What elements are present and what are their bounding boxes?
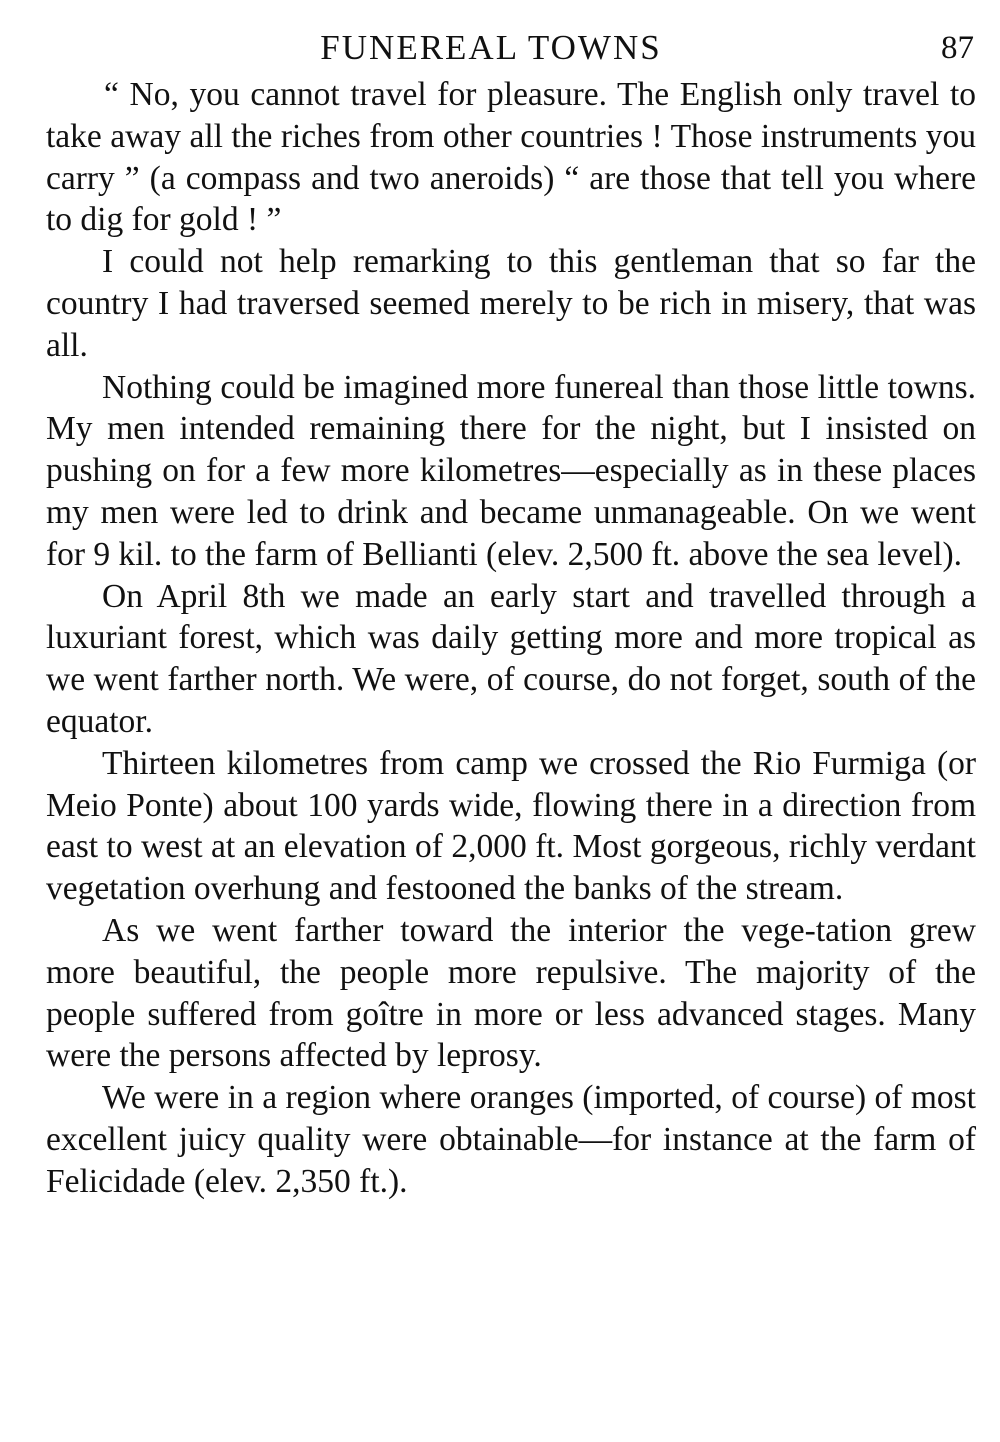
body-text: [46, 74, 976, 1203]
paragraph-remark: I could not help remarking to this gentleman that so far the country I had traversed seemed merely to be rich in misery, that was all.: [46, 243, 976, 364]
running-head: [46, 22, 976, 74]
page-number: 87: [941, 30, 974, 66]
paragraph-oranges: We were in a region where oranges (imported, of course) of most excellent juicy quality were obtainable—for instance at the farm of Felicidade (elev. 2,350 ft.).: [46, 1079, 976, 1200]
paragraph-quote: “ No, you cannot travel for pleasure. The English only travel to take away all the riches from other countries ! Those instruments you carry ” (a compass and two aneroids) “ are those that tell you where to dig for gold ! ”: [46, 76, 976, 239]
paragraph-april-8th: On April 8th we made an early start and travelled through a luxuriant forest, which was daily getting more and more tropical as we went farther north. We were, of course, do not forget, south of the equator.: [46, 577, 976, 740]
paragraph-vegetation: As we went farther toward the interior the vege-tation grew more beautiful, the people more repulsive. The majority of the people suffered from goître in more or less advanced stages. Many were the persons affected by leprosy.: [46, 911, 976, 1075]
paragraph-rio-furmiga: Thirteen kilometres from camp we crossed the Rio Furmiga (or Meio Ponte) about 100 yards wide, flowing there in a direction from east to west at an elevation of 2,000 ft. Most gorgeous, richly verdant vegetation overhung and festooned the banks of the stream.: [46, 744, 976, 908]
paragraph-funereal-towns: Nothing could be imagined more funereal than those little towns. My men intended remaining there for the night, but I insisted on pushing on for a few more kilometres—especially as in these places my men were led to drink and became unmanageable. On we went for 9 kil. to the farm of Bellianti (elev. 2,500 ft. above the sea level).: [46, 368, 976, 573]
book-page: [46, 22, 976, 1203]
running-title: FUNEREAL TOWNS: [320, 28, 662, 67]
